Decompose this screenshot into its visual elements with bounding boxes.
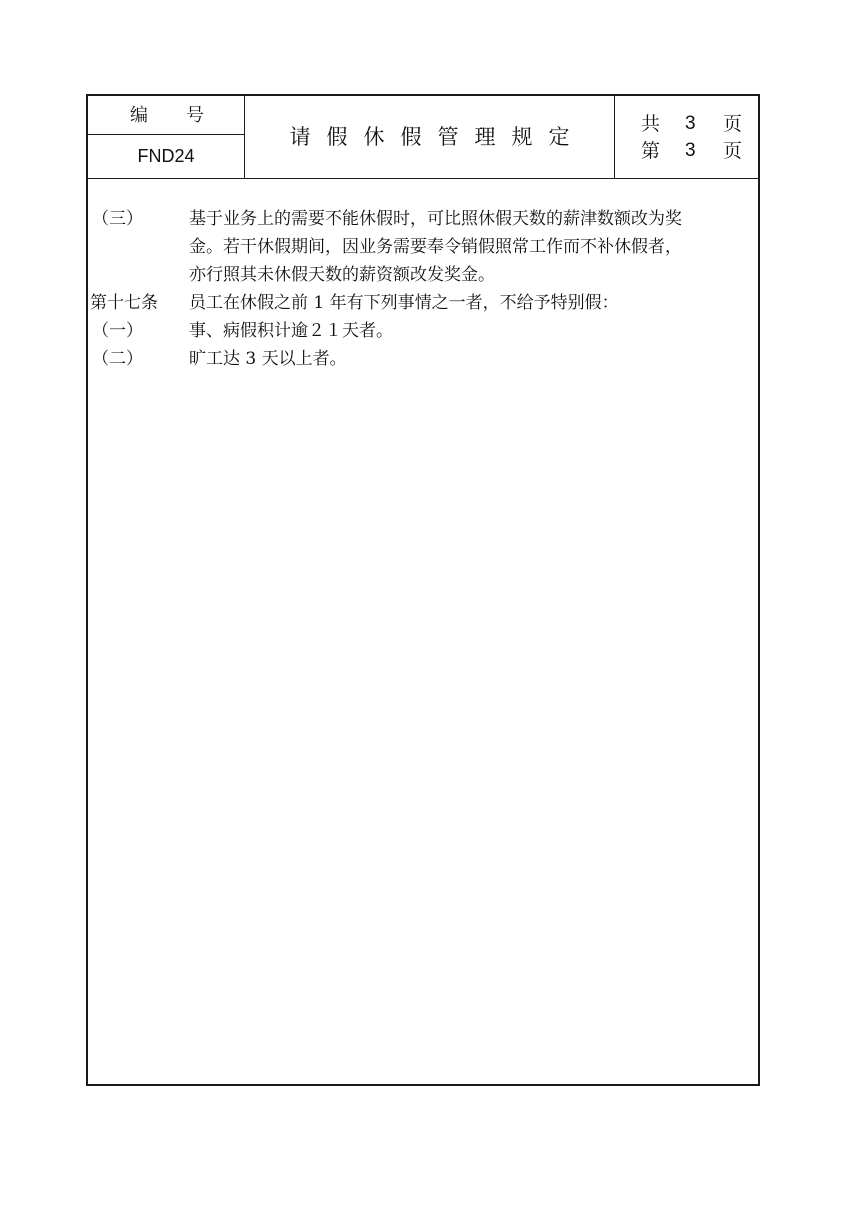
sub-item-one-marker: （一） (92, 321, 143, 341)
article-seventeen-label: 第十七条 (90, 293, 158, 313)
number-label-first: 编 (130, 105, 148, 126)
number-label-cell (88, 96, 244, 135)
current-page-suffix: 页 (723, 140, 743, 162)
item-three-line-2: 金。若干休假期间，因业务需要奉令销假照常工作而不补休假者， (189, 237, 682, 257)
document-header (88, 96, 758, 179)
item-three-marker: （三） (92, 209, 143, 229)
current-page-prefix: 第 (641, 140, 661, 162)
sub-item-two-marker: （二） (92, 349, 143, 369)
item-three-line-3: 亦行照其未休假天数的薪资额改发奖金。 (189, 265, 495, 285)
total-pages-prefix: 共 (641, 113, 661, 135)
sub-item-two-text: 旷工达 3 天以上者。 (189, 349, 347, 369)
total-pages-count: 3 (685, 113, 696, 134)
sub-item-one-text: 事、病假积计逾２１天者。 (189, 321, 393, 341)
title-cell (245, 96, 615, 178)
document-number-cell (88, 96, 245, 178)
current-page-number: 3 (685, 140, 696, 161)
document-code: FND24 (137, 146, 195, 166)
document-body (88, 178, 758, 1084)
article-seventeen-text: 员工在休假之前 1 年有下列事情之一者，不给予特别假： (189, 293, 619, 313)
document-title: 请假休假管理规定 (289, 125, 586, 149)
number-label-second: 号 (186, 105, 204, 126)
document-frame (86, 94, 760, 1086)
item-three-line-1: 基于业务上的需要不能休假时，可比照休假天数的薪津数额改为奖 (189, 209, 682, 229)
page-info-cell (615, 96, 758, 178)
total-pages-suffix: 页 (723, 113, 743, 135)
